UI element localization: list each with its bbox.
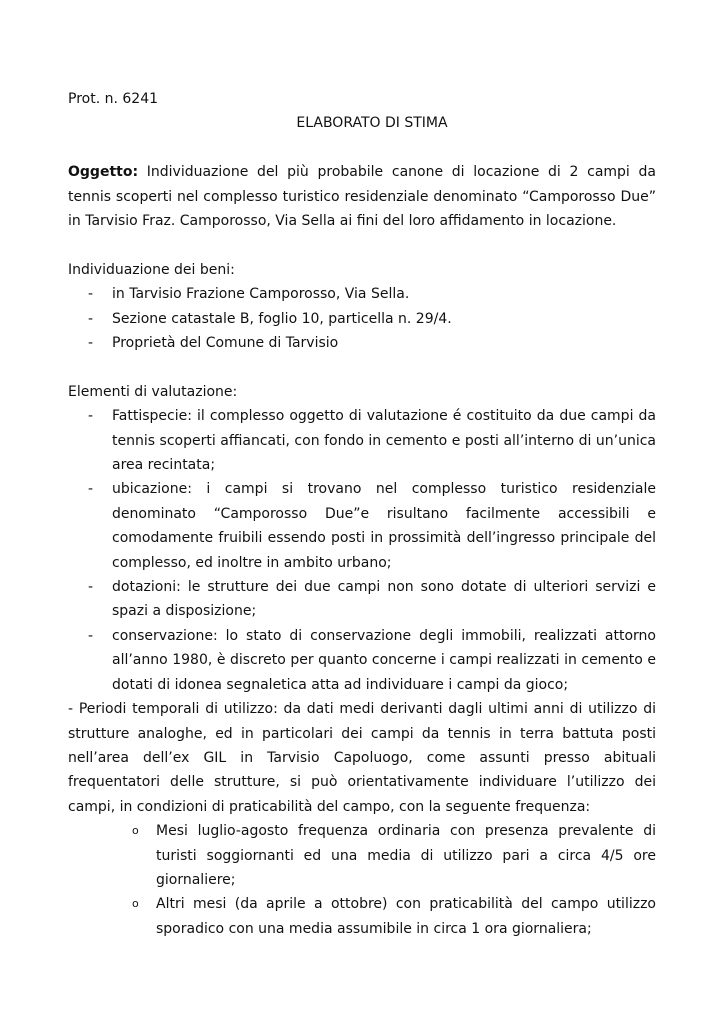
- valutazione-list: [68, 404, 656, 697]
- valutazione-heading: Elementi di valutazione:: [68, 383, 238, 400]
- list-item: - Proprietà del Comune di Tarvisio: [68, 331, 656, 355]
- list-item: o Mesi luglio-agosto frequenza ordinaria con presenza prevalente di turisti soggiornanti ed una media di utilizzo pari a circa 4/5 ore giornaliere;: [68, 819, 656, 892]
- list-item: - conservazione: lo stato di conservazione degli immobili, realizzati attorno all’anno 1980, è discreto per quanto concerne i campi realizzati in cemento e dotati di idonea segnaletica atta ad individuare i campi da gioco;: [68, 624, 656, 697]
- beni-heading: Individuazione dei beni:: [68, 261, 235, 278]
- list-item: - Fattispecie: il complesso oggetto di valutazione é costituito da due campi da tennis scoperti affiancati, con fondo in cemento e posti all’interno di un’unica area recintata;: [68, 404, 656, 477]
- frequenza-list: [68, 819, 656, 941]
- list-item: - Sezione catastale B, foglio 10, particella n. 29/4.: [68, 307, 656, 331]
- oggetto-paragraph: [68, 160, 656, 233]
- oggetto-label: Oggetto:: [68, 164, 139, 181]
- spacer: [68, 355, 656, 379]
- spacer: [68, 233, 656, 257]
- periodi-paragraph: - Periodi temporali di utilizzo: da dati medi derivanti dagli ultimi anni di utilizzo di strutture analoghe, ed in particolari dei campi da tennis in terra battuta posti nell’area dell’ex GIL in Tarvisio Capoluogo, come assunti presso abituali frequentatori delle strutture, si può orientativamente individuare l’utilizzo dei campi, in condizioni di praticabilità del campo, con la seguente frequenza:: [68, 701, 656, 815]
- oggetto-text: Individuazione del più probabile canone di locazione di 2 campi da tennis scoperti nel complesso turistico residenziale denominato “Camporosso Due” in Tarvisio Fraz. Camporosso, Via Sella ai fini del loro affidamento in locazione.: [68, 164, 656, 230]
- list-item: - dotazioni: le strutture dei due campi non sono dotate di ulteriori servizi e spazi a disposizione;: [68, 575, 656, 624]
- list-item: - ubicazione: i campi si trovano nel complesso turistico residenziale denominato “Camporosso Due”e risultano facilmente accessibili e comodamente fruibili essendo posti in prossimità dell’ingresso principale del complesso, ed inoltre in ambito urbano;: [68, 477, 656, 575]
- spacer: [68, 136, 656, 160]
- list-item: o Altri mesi (da aprile a ottobre) con praticabilità del campo utilizzo sporadico con una media assumibile in circa 1 ora giornaliera;: [68, 892, 656, 941]
- protocol-number: Prot. n. 6241: [68, 91, 159, 107]
- list-item: - in Tarvisio Frazione Camporosso, Via Sella.: [68, 282, 656, 306]
- beni-list: [68, 282, 656, 355]
- document-title: ELABORATO DI STIMA: [296, 115, 448, 132]
